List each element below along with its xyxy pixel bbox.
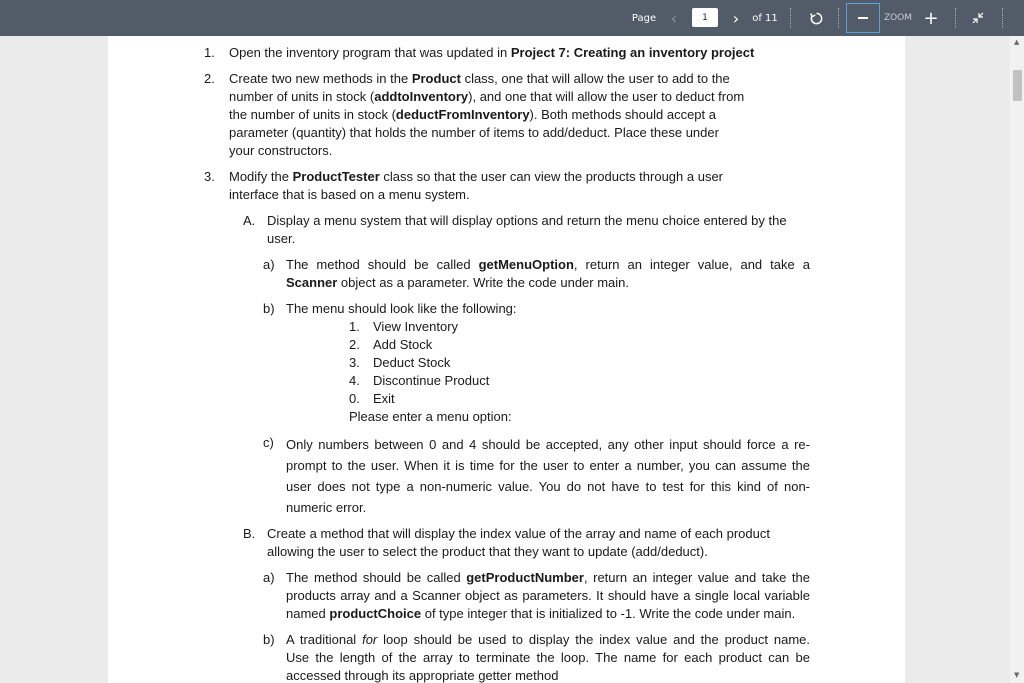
- chevron-right-icon[interactable]: ›: [732, 8, 740, 28]
- list-letter: A.: [243, 213, 256, 228]
- list-letter: b): [263, 632, 275, 647]
- list-item: Modify the ProductTester class so that the user can view the products through a user interface that is based on a menu system.: [229, 169, 724, 202]
- menu-line: 3. Deduct Stock: [349, 355, 451, 370]
- menu-line: 0. Exit: [349, 391, 395, 406]
- scroll-up-icon[interactable]: ▲: [1014, 38, 1020, 46]
- toolbar-divider: [955, 8, 956, 28]
- list-letter: c): [263, 435, 274, 450]
- list-item: The method should be called getProductNumber, return an integer value and take the products array and a Scanner object as parameters. It should have a single local variable named productChoice of type integer that is initialized to -1. Write the code under main.: [286, 570, 810, 621]
- list-item: A traditional for loop should be used to display the index value and the product name. Use the length of the array to terminate the loop. The name for each product can be accessed through its appropriate getter method: [286, 632, 810, 683]
- menu-line: 2. Add Stock: [349, 337, 433, 352]
- list-item: The menu should look like the following:: [286, 301, 517, 316]
- scroll-thumb[interactable]: [1013, 70, 1022, 101]
- pdf-toolbar: [0, 0, 1024, 36]
- list-letter: B.: [243, 526, 256, 541]
- list-letter: b): [263, 301, 275, 316]
- menu-example: [349, 318, 512, 426]
- list-number: 2.: [204, 71, 215, 86]
- list-item: Only numbers between 0 and 4 should be accepted, any other input should force a re- prompt to the user. When it is time for the user to enter a number, you can assume the user does not type a non-numeric value. You do not have to test for this kind of non- numeric error.: [286, 437, 810, 515]
- zoom-out-button[interactable]: [846, 3, 880, 33]
- chevron-left-icon[interactable]: ‹: [670, 8, 678, 28]
- menu-line: 1. View Inventory: [349, 319, 459, 334]
- collapse-icon[interactable]: [968, 0, 988, 36]
- document-page: [108, 36, 905, 683]
- zoom-label: ZOOM: [883, 13, 913, 23]
- scroll-down-icon[interactable]: ▼: [1014, 671, 1020, 679]
- list-number: 1.: [204, 45, 215, 60]
- list-item: Create a method that will display the index value of the array and name of each product allowing the user to select the product that they want to update (add/deduct).: [267, 526, 770, 559]
- list-letter: a): [263, 570, 275, 585]
- plus-icon[interactable]: +: [923, 7, 939, 29]
- list-item: Display a menu system that will display options and return the menu choice entered by the user.: [267, 213, 787, 246]
- list-item: Open the inventory program that was updated in Project 7: Creating an inventory project: [229, 45, 755, 60]
- toolbar-divider: [1002, 8, 1003, 28]
- reset-icon[interactable]: [806, 0, 826, 36]
- toolbar-divider: [790, 8, 791, 28]
- toolbar-divider: [838, 8, 839, 28]
- page-number-input[interactable]: [692, 8, 718, 27]
- page-count: of 11: [752, 12, 778, 24]
- list-item: Create two new methods in the Product class, one that will allow the user to add to the number of units in stock (addtoInventory), and one that will allow the user to deduct from the number of units in stock (deductFromInventory). Both methods should accept a parameter (quantity) that holds the number of items to add/deduct. Place these under your constructors.: [229, 71, 745, 158]
- list-number: 3.: [204, 169, 215, 184]
- page-label: Page: [631, 12, 657, 24]
- minus-icon: [857, 12, 869, 24]
- menu-prompt: Please enter a menu option:: [349, 409, 512, 424]
- list-item: The method should be called getMenuOption, return an integer value, and take a Scanner object as a parameter. Write the code under main.: [286, 257, 811, 290]
- vertical-scrollbar[interactable]: [1010, 36, 1024, 683]
- menu-line: 4. Discontinue Product: [349, 373, 490, 388]
- list-letter: a): [263, 257, 275, 272]
